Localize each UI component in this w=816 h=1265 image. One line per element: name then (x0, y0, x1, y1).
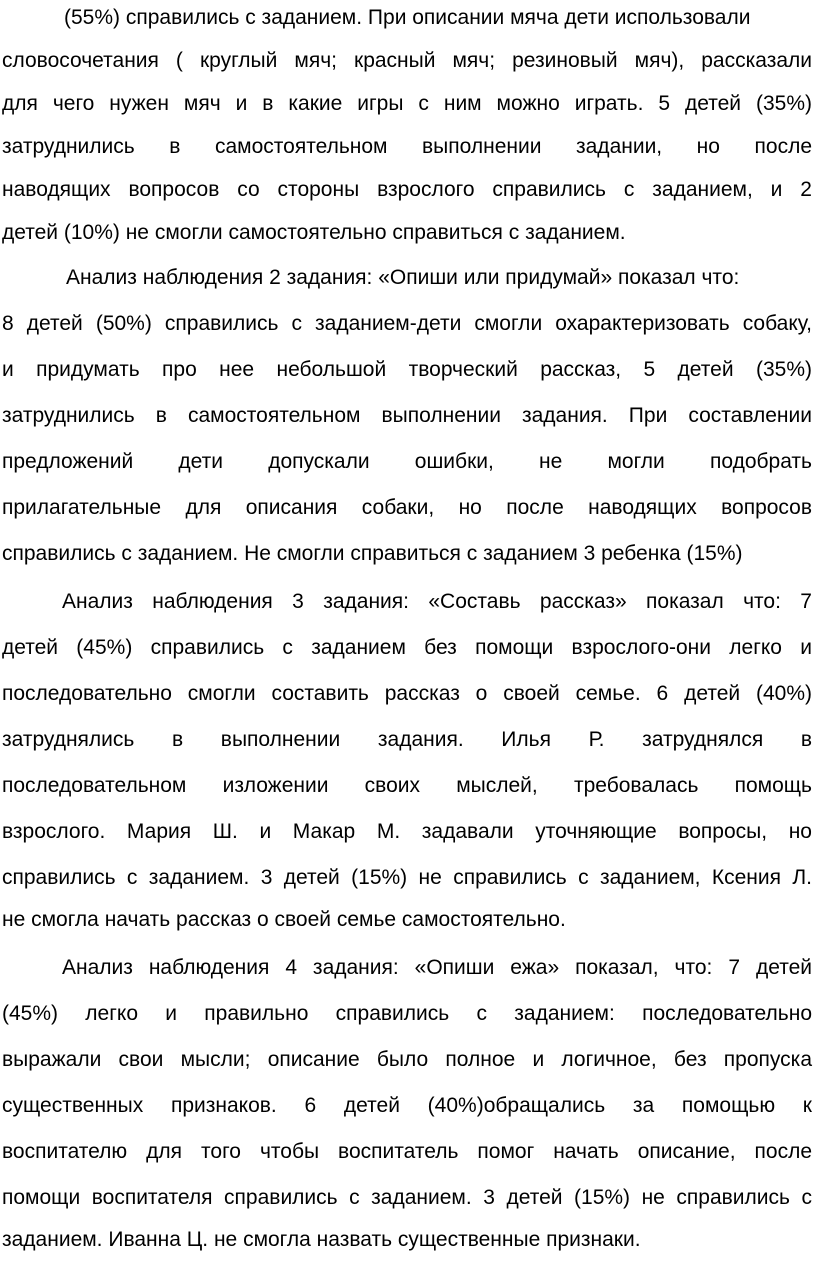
text-line: прилагательные для описания собаки, но после наводящих вопросов (2, 496, 812, 519)
text-line: справились с заданием. 3 детей (15%) не справились с заданием, Ксения Л. (2, 866, 812, 889)
text-line: последовательном изложении своих мыслей, требовалась помощь (2, 774, 812, 797)
text-line: детей (10%) не смогли самостоятельно справиться с заданием. (2, 221, 626, 244)
text-line: словосочетания ( круглый мяч; красный мяч; резиновый мяч), рассказали (2, 49, 812, 72)
text-line: существенных признаков. 6 детей (40%)обращались за помощью к (2, 1094, 812, 1117)
text-line: взрослого. Мария Ш. и Макар М. задавали уточняющие вопросы, но (2, 820, 812, 843)
text-line: справились с заданием. Не смогли справиться с заданием 3 ребенка (15%) (2, 542, 743, 565)
text-line: заданием. Иванна Ц. не смогла назвать существенные признаки. (2, 1228, 641, 1251)
text-line: (45%) легко и правильно справились с заданием: последовательно (2, 1002, 812, 1025)
text-line: затруднились в самостоятельном выполнении задания. При составлении (2, 404, 812, 427)
text-line: Анализ наблюдения 3 задания: «Составь рассказ» показал что: 7 (62, 590, 812, 613)
text-line: 8 детей (50%) справились с заданием-дети смогли охарактеризовать собаку, (2, 312, 812, 335)
text-line: Анализ наблюдения 2 задания: «Опиши или придумай» показал что: (66, 266, 740, 289)
text-line: детей (45%) справились с заданием без помощи взрослого-они легко и (2, 636, 812, 659)
text-line: для чего нужен мяч и в какие игры с ним можно играть. 5 детей (35%) (2, 92, 812, 115)
text-line: предложений дети допускали ошибки, не могли подобрать (2, 450, 812, 473)
text-line: не смогла начать рассказ о своей семье самостоятельно. (2, 908, 566, 931)
text-line: (55%) справились с заданием. При описании мяча дети использовали (64, 6, 751, 29)
text-line: наводящих вопросов со стороны взрослого справились с заданием, и 2 (2, 178, 812, 201)
text-line: Анализ наблюдения 4 задания: «Опиши ежа» показал, что: 7 детей (62, 956, 812, 979)
text-line: и придумать про нее небольшой творческий рассказ, 5 детей (35%) (2, 358, 812, 381)
text-line: выражали свои мысли; описание было полное и логичное, без пропуска (2, 1048, 812, 1071)
text-line: последовательно смогли составить рассказ о своей семье. 6 детей (40%) (2, 682, 812, 705)
text-line: воспитателю для того чтобы воспитатель помог начать описание, после (2, 1140, 812, 1163)
text-line: помощи воспитателя справились с заданием. 3 детей (15%) не справились с (2, 1186, 812, 1209)
text-line: затруднялись в выполнении задания. Илья Р. затруднялся в (2, 728, 812, 751)
text-line: затруднились в самостоятельном выполнении задании, но после (2, 135, 812, 158)
